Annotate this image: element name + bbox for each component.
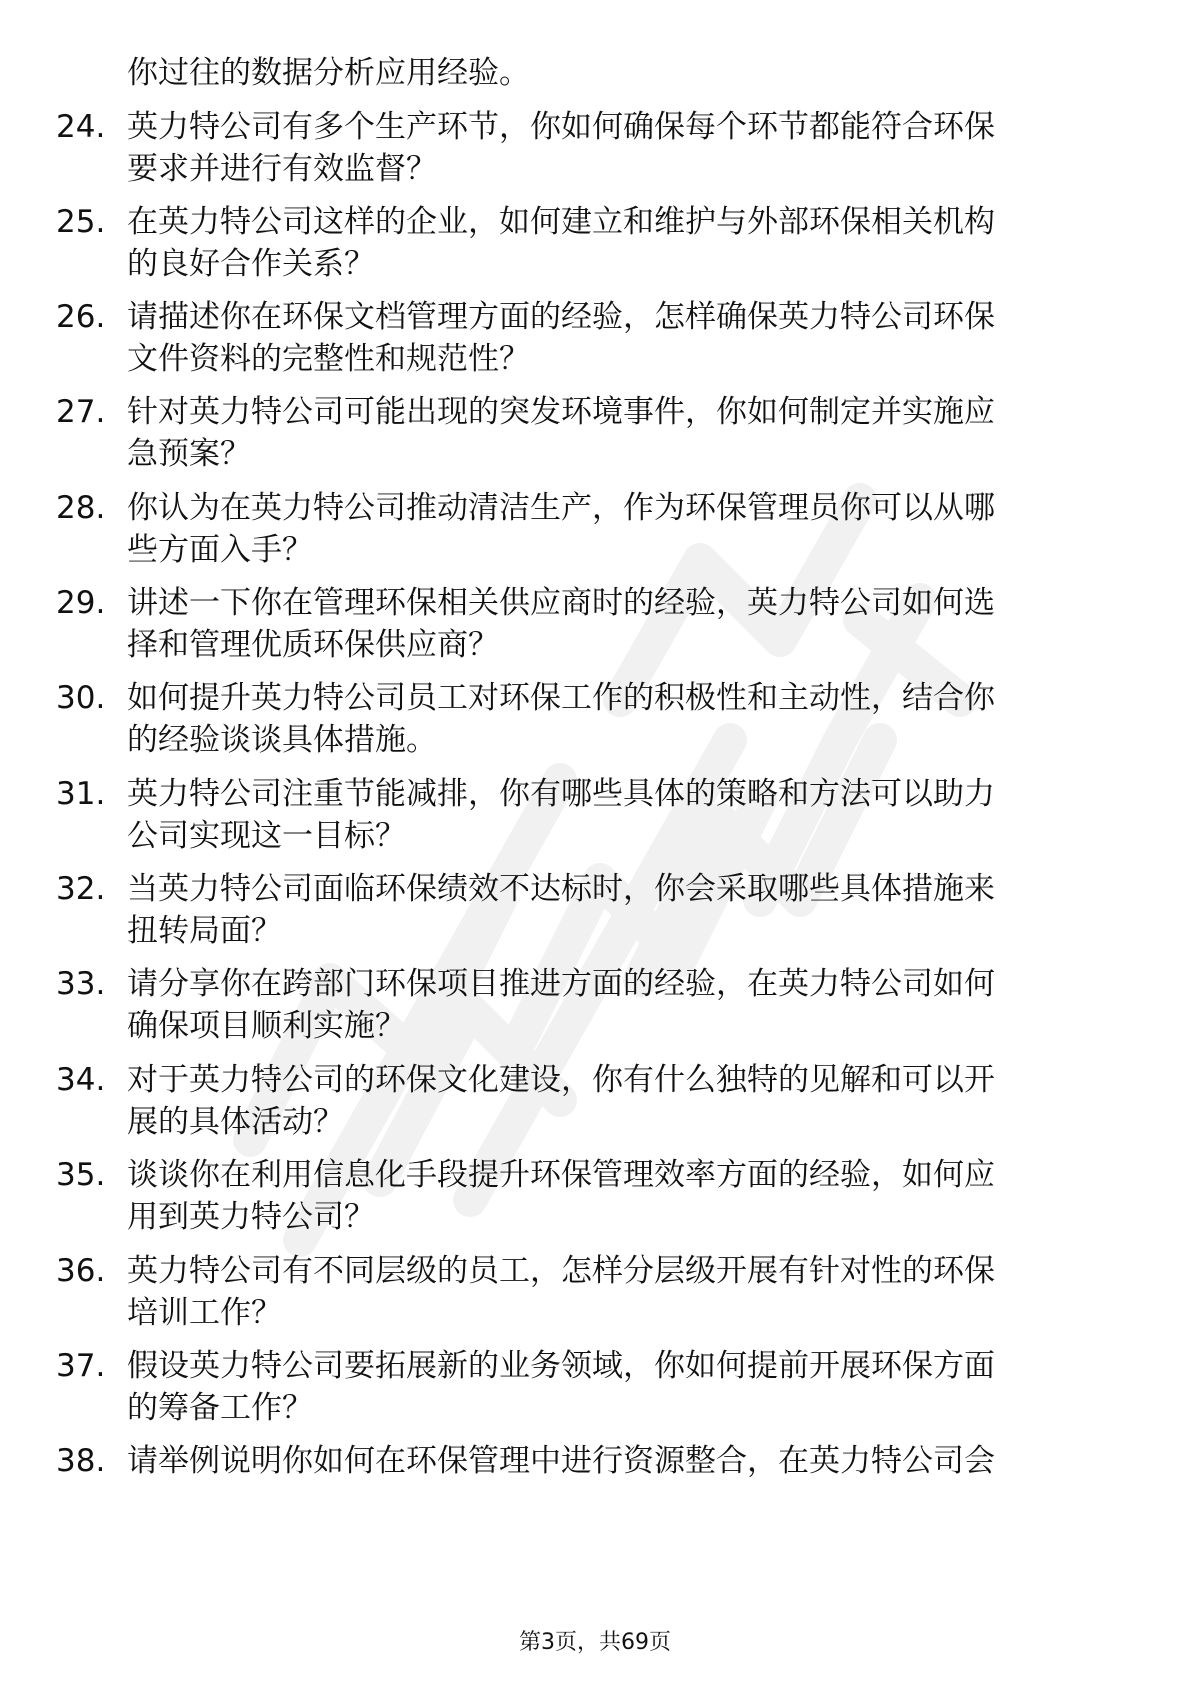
question-text [127,201,1137,285]
question-item [0,773,1190,857]
question-text [127,1250,1137,1334]
question-line: 请分享你在跨部门环保项目推进方面的经验，在英力特公司如何 [127,966,995,1002]
question-line: 要求并进行有效监督？ [127,151,437,187]
question-number: 30. [56,680,106,716]
question-line: 你认为在英力特公司推动清洁生产，作为环保管理员你可以从哪 [127,490,995,526]
question-line: 扭转局面？ [127,913,282,949]
question-line: 请举例说明你如何在环保管理中进行资源整合，在英力特公司会 [127,1443,995,1479]
question-item [0,677,1190,761]
question-text [127,773,1137,857]
question-text [127,1345,1137,1429]
question-line: 文件资料的完整性和规范性？ [127,341,530,377]
question-text [127,677,1137,761]
question-item [0,1059,1190,1143]
question-line: 确保项目顺利实施？ [127,1008,406,1044]
question-number: 26. [56,299,106,335]
question-item [0,487,1190,571]
question-line: 急预案？ [127,436,251,472]
question-line: 针对英力特公司可能出现的突发环境事件，你如何制定并实施应 [127,394,995,430]
question-line: 当英力特公司面临环保绩效不达标时，你会采取哪些具体措施来 [127,871,995,907]
question-number: 27. [56,394,106,430]
question-item [0,582,1190,666]
question-item [0,1345,1190,1429]
question-text [127,1154,1137,1238]
question-number: 25. [56,204,106,240]
question-line: 在英力特公司这样的企业，如何建立和维护与外部环保相关机构 [127,204,995,240]
question-text [127,1059,1137,1143]
question-text [127,1440,1137,1482]
question-item [0,868,1190,952]
question-line: 培训工作？ [127,1295,282,1331]
question-line: 择和管理优质环保供应商？ [127,627,499,663]
question-line: 用到英力特公司？ [127,1199,375,1235]
question-line: 假设英力特公司要拓展新的业务领域，你如何提前开展环保方面 [127,1348,995,1384]
question-line: 如何提升英力特公司员工对环保工作的积极性和主动性，结合你 [127,680,995,716]
question-text [127,106,1137,190]
question-number: 37. [56,1348,106,1384]
question-item [0,391,1190,475]
question-line: 请描述你在环保文档管理方面的经验，怎样确保英力特公司环保 [127,299,995,335]
question-line: 公司实现这一目标？ [127,818,406,854]
question-text [127,391,1137,475]
question-line: 的筹备工作？ [127,1390,313,1426]
question-item [0,106,1190,190]
question-text [127,963,1137,1047]
question-line: 谈谈你在利用信息化手段提升环保管理效率方面的经验，如何应 [127,1157,995,1193]
question-number: 35. [56,1157,106,1193]
question-line: 些方面入手？ [127,532,313,568]
question-text [127,487,1137,571]
question-line: 英力特公司有多个生产环节，你如何确保每个环节都能符合环保 [127,109,995,145]
question-number: 33. [56,966,106,1002]
question-item [0,1154,1190,1238]
question-number: 29. [56,585,106,621]
question-number: 24. [56,109,106,145]
question-item [0,963,1190,1047]
question-line: 英力特公司有不同层级的员工，怎样分层级开展有针对性的环保 [127,1253,995,1289]
question-item [0,201,1190,285]
question-line: 英力特公司注重节能减排，你有哪些具体的策略和方法可以助力 [127,776,995,812]
question-line: 展的具体活动？ [127,1104,344,1140]
question-item [0,1250,1190,1334]
question-text [127,868,1137,952]
question-number: 36. [56,1253,106,1289]
question-item [0,1440,1190,1482]
question-line: 讲述一下你在管理环保相关供应商时的经验，英力特公司如何选 [127,585,995,621]
question-number: 32. [56,871,106,907]
question-number: 31. [56,776,106,812]
question-line: 对于英力特公司的环保文化建设，你有什么独特的见解和可以开 [127,1062,995,1098]
question-number: 38. [56,1443,106,1479]
question-line: 的经验谈谈具体措施。 [127,722,437,758]
continuation-line: 你过往的数据分析应用经验。 [127,55,530,91]
question-number: 34. [56,1062,106,1098]
question-number: 28. [56,490,106,526]
question-text [127,296,1137,380]
page-footer: 第3页，共69页 [519,1630,671,1655]
question-line: 的良好合作关系？ [127,246,375,282]
question-item [0,296,1190,380]
question-text [127,582,1137,666]
